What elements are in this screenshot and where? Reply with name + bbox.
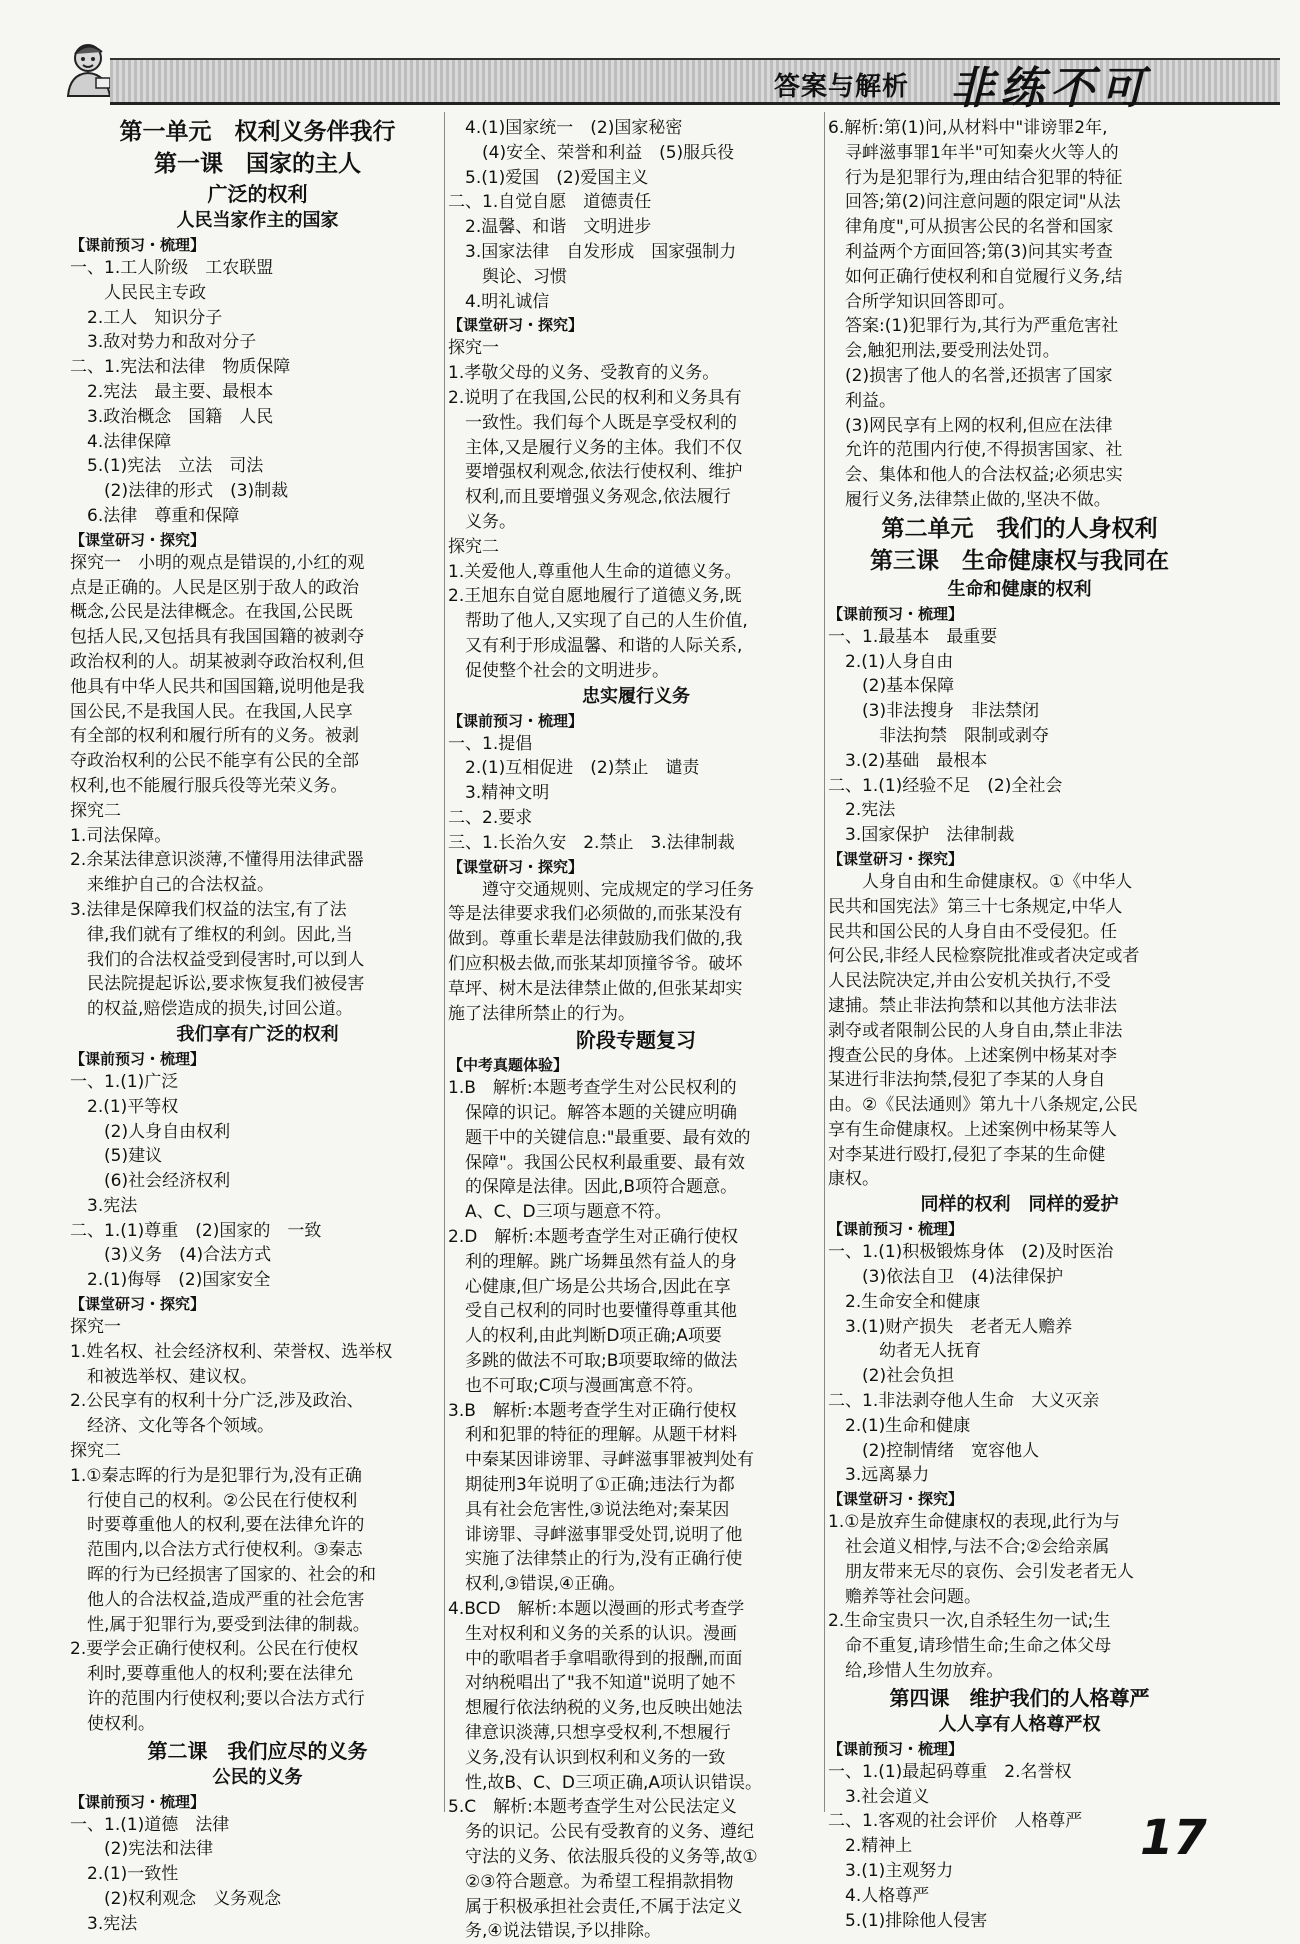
text-line: 3.B 解析:本题考查学生对正确行使权 [448,1400,737,1421]
text-line: 探究二 [70,800,121,821]
text-line: 生对权利和义务的关系的认识。漫画 [448,1623,737,1644]
text-line: 3.法律是保障我们权益的法宝,有了法 [70,899,347,920]
text-line: 义务,没有认识到权利和义务的一致 [448,1747,726,1768]
text-line: 性,故B、C、D三项正确,A项认识错误。 [448,1772,763,1793]
text-line: 人民民主专政 [70,282,206,303]
text-line: 探究二 [70,1441,121,1462]
text-line: 利的理解。跳广场舞虽然有益人的身 [448,1251,737,1272]
text-line: 二、1.(1)尊重 (2)国家的 一致 [70,1220,322,1241]
text-line: 1.孝敬父母的义务、受教育的义务。 [448,363,720,384]
section-tag: 【中考真题体验】 [448,1056,569,1075]
text-line: 3.敌对势力和敌对分子 [70,332,257,353]
section-heading: 生命和健康的权利 [947,578,1092,600]
text-line: (6)社会经济权利 [70,1171,231,1192]
text-line: 3.(2)基础 最根本 [828,750,988,771]
text-line: 二、1.(1)经验不足 (2)全社会 [828,775,1063,796]
text-line: 回答;第(2)问注意问题的限定词"从法 [828,192,1121,213]
section-heading: 我们享有广泛的权利 [176,1023,339,1045]
text-line: 探究一 小明的观点是错误的,小红的观 [70,552,365,573]
text-line: 许的范围内行使权利;要以合法方式行 [70,1689,365,1710]
text-line: (2)权利观念 义务观念 [70,1889,282,1910]
text-line: 一、1.(1)道德 法律 [70,1814,230,1835]
text-line: 他具有中华人民共和国国籍,说明他是我 [70,676,365,697]
text-line: 非法拘禁 限制或剥夺 [828,725,1049,746]
text-line: 人民法院决定,并由公安机关执行,不受 [828,971,1111,992]
text-line: 有全部的权利和履行所有的义务。被剥 [70,726,359,747]
unit-heading: 第三课 生命健康权与我同在 [870,547,1169,574]
text-line: 又有利于形成温馨、和谐的人际关系, [448,635,743,656]
text-line: 1.姓名权、社会经济权利、荣誉权、选举权 [70,1341,393,1362]
text-line: 一、1.(1)最起码尊重 2.名誉权 [828,1761,1072,1782]
text-line: 2.(1)互相促进 (2)禁止 谴责 [448,758,700,779]
text-line: 利时,要尊重他人的权利;要在法律允 [70,1664,354,1685]
text-line: 2.王旭东自觉自愿地履行了道德义务,既 [448,586,742,607]
text-line: 答案:(1)犯罪行为,其行为严重危害社 [828,316,1119,337]
text-line: 和被选举权、建议权。 [70,1366,257,1387]
text-line: 享有生命健康权。上述案例中杨某等人 [828,1119,1117,1140]
text-line: 由。②《民法通则》第九十八条规定,公民 [828,1095,1138,1116]
text-line: 二、1.非法剥夺他人生命 大义灭亲 [828,1391,1100,1412]
text-line: 实施了法律禁止的行为,没有正确行使 [448,1549,743,1570]
text-line: 2.(1)侮辱 (2)国家安全 [70,1270,271,1291]
text-line: 2.温馨、和谐 文明进步 [448,217,652,238]
text-line: 如何正确行使权利和自觉履行义务,结 [828,266,1123,287]
text-line: 3.政治概念 国籍 人民 [70,406,274,427]
answer-column-1 [70,116,445,1937]
text-line: 2.余某法律意识淡薄,不懂得用法律武器 [70,850,364,871]
text-line: 属于积极承担社会责任,不属于法定义 [448,1896,743,1917]
text-line: 1.关爱他人,尊重他人生命的道德义务。 [448,561,742,582]
text-line: 们应积极去做,而张某却顶撞爷爷。破坏 [448,953,743,974]
text-line: 的权益,赔偿造成的损失,讨回公道。 [70,999,353,1020]
text-line: 使权利。 [70,1713,155,1734]
page-number: 17 [1140,1810,1207,1866]
text-line: 探究二 [448,536,499,557]
text-line: 要增强权利观念,依法行使权利、维护 [448,462,743,483]
text-line: 2.宪法 最主要、最根本 [70,381,274,402]
text-line: 3.国家保护 法律制裁 [828,825,1015,846]
lesson-heading: 阶段专题复习 [576,1028,696,1053]
text-line: 会,触犯刑法,要受刑法处罚。 [828,341,1060,362]
section-tag: 【课堂研习・探究】 [70,530,206,549]
text-line: 3.精神文明 [448,783,550,804]
text-line: 命不重复,请珍惜生命;生命之体父母 [828,1636,1112,1657]
section-tag: 【课堂研习・探究】 [828,1490,964,1509]
text-line: 二、1.宪法和法律 物质保障 [70,357,291,378]
answer-column-2 [448,116,824,1944]
text-line: 搜查公民的身体。上述案例中杨某对李 [828,1045,1117,1066]
text-line: 帮助了他人,又实现了自己的人生价值, [448,611,748,632]
section-tag: 【课前预习・梳理】 [70,236,206,254]
text-line: (3)非法搜身 非法禁闭 [828,701,1040,722]
text-line: 朋友带来无尽的哀伤、会引发老者无人 [828,1561,1134,1582]
text-line: 4.BCD 解析:本题以漫画的形式考查学 [448,1599,745,1620]
text-line: 务的识记。公民有受教育的义务、遵纪 [448,1822,754,1843]
text-line: 范围内,以合法方式行使权利。③秦志 [70,1540,363,1561]
text-line: 1.①是放弃生命健康权的表现,此行为与 [828,1512,1120,1533]
text-line: 履行义务,法律禁止做的,坚决不做。 [828,489,1111,510]
section-tag: 【课前预习・梳理】 [828,1739,964,1758]
text-line: 寻衅滋事罪1年半"可知秦火火等人的 [828,142,1119,163]
text-line: 心健康,但广场是公共场合,因此在享 [448,1276,731,1297]
answer-column-3 [828,116,1211,1933]
text-line: 做到。尊重长辈是法律鼓励我们做的,我 [448,929,743,950]
text-line: 中的歌唱者手拿唱歌得到的报酬,而面 [448,1648,743,1669]
text-line: 1.B 解析:本题考查学生对公民权利的 [448,1078,737,1099]
text-line: 律,我们就有了维权的利剑。因此,当 [70,924,353,945]
unit-heading: 第二单元 我们的人身权利 [881,515,1158,542]
text-line: (5)建议 [70,1146,163,1167]
text-line: (2)宪法和法律 [70,1839,214,1860]
text-line: 我们的合法权益受到侵害时,可以到人 [70,949,365,970]
text-line: 草坪、树木是法律禁止做的,但张某却实 [448,978,743,999]
text-line: (2)基本保障 [828,676,955,697]
text-line: 2.D 解析:本题考查学生对正确行使权 [448,1227,739,1248]
text-line: (4)安全、荣誉和利益 (5)服兵役 [448,142,735,163]
text-line: 3.社会道义 [828,1786,930,1807]
text-line: (2)人身自由权利 [70,1121,231,1142]
text-line: 3.(1)财产损失 老者无人赡养 [828,1316,1073,1337]
text-line: (3)义务 (4)合法方式 [70,1245,272,1266]
text-line: 人身自由和生命健康权。①《中华人 [828,871,1133,892]
text-line: 施了法律所禁止的行为。 [448,1003,635,1024]
text-line: 晖的行为已经损害了国家的、社会的和 [70,1565,376,1586]
text-line: 2.宪法 [828,800,896,821]
section-heading: 忠实履行义务 [582,685,690,707]
text-line: 2.精神上 [828,1836,913,1857]
text-line: 想履行依法纳税的义务,也反映出她法 [448,1698,743,1719]
text-line: 务,④说法错误,予以排除。 [448,1921,662,1942]
text-line: 某进行非法拘禁,侵犯了李某的人身自 [828,1070,1106,1091]
text-line: 2.生命宝贵只一次,自杀轻生勿一试;生 [828,1611,1111,1632]
text-line: 权利,而且要增强义务观念,依法履行 [448,487,731,508]
text-line: 多跳的做法不可取;B项要取缔的做法 [448,1351,738,1372]
text-line: 2.(1)平等权 [70,1096,179,1117]
unit-heading: 第一单元 权利义务伴我行 [119,119,396,145]
text-line: 5.(1)爱国 (2)爱国主义 [448,167,649,188]
text-line: 会、集体和他人的合法权益;必须忠实 [828,465,1123,486]
text-line: 经济、文化等各个领域。 [70,1416,274,1437]
lesson-heading: 第二课 我们应尽的义务 [147,1738,368,1763]
section-heading: 人民当家作主的国家 [176,210,339,231]
section-heading: 同样的权利 同样的爱护 [920,1194,1119,1216]
text-line: 2.(1)一致性 [70,1864,179,1885]
text-line: 对李某进行殴打,侵犯了李某的生命健 [828,1144,1106,1165]
text-line: 等是法律要求我们必须做的,而张某没有 [448,904,743,925]
text-line: 探究一 [70,1317,121,1338]
text-line: 1.①秦志晖的行为是犯罪行为,没有正确 [70,1465,362,1486]
text-line: 一致性。我们每个人既是享受权利的 [448,412,737,433]
text-line: 2.工人 知识分子 [70,307,223,328]
text-line: 国公民,不是我国人民。在我国,人民享 [70,701,353,722]
text-line: 民共和国公民的人身自由不受侵犯。任 [828,921,1117,942]
text-line: 三、1.长治久安 2.禁止 3.法律制裁 [448,832,735,853]
text-line: 对纳税唱出了"我不知道"说明了她不 [448,1673,736,1694]
section-tag: 【课堂研习・探究】 [448,316,584,335]
text-line: 点是正确的。人民是区别于敌人的政治 [70,577,359,598]
text-line: 探究一 [448,338,499,359]
text-line: 5.(1)排除他人侵害 [828,1910,988,1931]
section-tag: 【课前预习・梳理】 [828,604,964,623]
text-line: ②③符合题意。为希望工程捐款捐物 [448,1871,734,1892]
text-line: (2)损害了他人的名誉,还损害了国家 [828,365,1113,386]
text-line: 主体,又是履行义务的主体。我们不仅 [448,437,743,458]
text-line: 允许的范围内行使,不得损害国家、社 [828,440,1123,461]
text-line: (2)控制情绪 宽容他人 [828,1440,1040,1461]
text-line: (2)社会负担 [828,1366,955,1387]
text-line: 一、1.提倡 [448,733,533,754]
text-line: 3.(1)主观努力 [828,1861,954,1882]
text-line: (3)依法自卫 (4)法律保护 [828,1267,1064,1288]
text-line: 保障"。我国公民权利最重要、最有效 [448,1152,745,1173]
text-line: 概念,公民是法律概念。在我国,公民既 [70,602,353,623]
text-line: 利益。 [828,390,896,411]
text-line: 一、1.最基本 最重要 [828,626,998,647]
text-line: 的保障是法律。因此,B项符合题意。 [448,1177,738,1198]
section-heading: 人人享有人格尊严权 [938,1713,1101,1735]
section-tag: 【课前预习・梳理】 [828,1220,964,1239]
text-line: 剥夺或者限制公民的人身自由,禁止非法 [828,1020,1123,1041]
text-line: 政治权利的人。胡某被剥夺政治权利,但 [70,651,365,672]
page-header [0,0,1300,114]
text-line: 来维护自己的合法权益。 [70,875,274,896]
text-line: 给,珍惜人生勿放弃。 [828,1661,1004,1682]
unit-heading: 第一课 国家的主人 [154,151,361,177]
column-divider [824,112,825,1812]
text-line: 6.法律 尊重和保障 [70,505,240,526]
text-line: 义务。 [448,511,516,532]
text-line: 律角度",可从损害公民的名誉和国家 [828,217,1114,238]
text-line: 2.说明了在我国,公民的权利和义务具有 [448,387,742,408]
text-line: 1.司法保障。 [70,825,172,846]
text-line: 他人的合法权益,造成严重的社会危害 [70,1589,365,1610]
text-line: 3.远离暴力 [828,1465,930,1486]
text-line: 2.生命安全和健康 [828,1291,981,1312]
text-line: 行使自己的权利。②公民在行使权利 [70,1490,358,1511]
section-tag: 【课前预习・梳理】 [70,1792,206,1811]
text-line: A、C、D三项与题意不符。 [448,1202,672,1223]
text-line: 5.(1)宪法 立法 司法 [70,456,264,477]
header-label: 答案与解析 [774,72,910,102]
text-line: (3)网民享有上网的权利,但应在法律 [828,415,1113,436]
text-line: 利和犯罪的特征的理解。从题干材料 [448,1425,737,1446]
text-line: 2.要学会正确行使权利。公民在行使权 [70,1639,359,1660]
text-line: 二、1.客观的社会评价 人格尊严 [828,1811,1083,1832]
text-line: 权利,③错误,④正确。 [448,1574,626,1595]
text-line: 一、1.(1)积极锻炼身体 (2)及时医治 [828,1242,1114,1263]
text-line: 具有社会危害性,③说法绝对;秦某因 [448,1499,730,1520]
text-line: 4.明礼诚信 [448,291,550,312]
text-line: 夺政治权利的公民不能享有公民的全部 [70,751,359,772]
text-line: 受自己权利的同时也要懂得尊重其他 [448,1301,737,1322]
text-line: 题干中的关键信息:"最重要、最有效的 [448,1127,751,1148]
text-line: 利益两个方面回答;第(3)问其实考查 [828,241,1113,262]
text-line: 诽谤罪、寻衅滋事罪受处罚,说明了他 [448,1524,743,1545]
text-line: 律意识淡薄,只想享受权利,不想履行 [448,1723,731,1744]
text-line: 3.宪法 [70,1913,138,1934]
section-heading: 公民的义务 [212,1766,303,1788]
text-line: 期徒刑3年说明了①正确;违法行为都 [448,1475,735,1496]
text-line: 一、1.(1)广泛 [70,1071,179,1092]
section-tag: 【课堂研习・探究】 [448,857,584,876]
text-line: 社会道义相悖,与法不合;②会给亲属 [828,1537,1110,1558]
text-line: 康权。 [828,1169,879,1190]
text-line: 民法院提起诉讼,要求恢复我们被侵害 [70,974,365,995]
text-line: 4.法律保障 [70,431,172,452]
text-line: 一、1.工人阶级 工农联盟 [70,258,274,278]
section-tag: 【课前预习・梳理】 [448,711,584,730]
text-line: 2.(1)生命和健康 [828,1415,971,1436]
section-tag: 【课前预习・梳理】 [70,1049,206,1068]
text-line: 性,属于犯罪行为,要受到法律的制裁。 [70,1614,370,1635]
text-line: 舆论、习惯 [448,266,567,287]
text-line: 权利,也不能履行服兵役等光荣义务。 [70,775,348,796]
text-line: 4.人格尊严 [828,1885,930,1906]
text-line: 民共和国宪法》第三十七条规定,中华人 [828,896,1123,917]
header-brand: 非练不可 [950,63,1150,114]
lesson-heading: 广泛的权利 [207,182,308,206]
text-line: 合所学知识回答即可。 [828,291,1015,312]
text-line: 3.国家法律 自发形成 国家强制力 [448,241,737,262]
text-line: 幼者无人抚育 [828,1341,981,1362]
text-line: 促使整个社会的文明进步。 [448,660,669,681]
text-line: 守法的义务、依法服兵役的义务等,故① [448,1847,758,1867]
text-line: 何公民,非经人民检察院批准或者决定或者 [828,946,1140,967]
section-tag: 【课堂研习・探究】 [70,1295,206,1314]
text-line: 赡养等社会问题。 [828,1586,981,1607]
text-line: 时要尊重他人的权利,要在法律允许的 [70,1515,365,1536]
text-line: 逮捕。禁止非法拘禁和以其他方法非法 [828,995,1117,1016]
text-line: 遵守交通规则、完成规定的学习任务 [448,879,754,900]
text-line: 5.C 解析:本题考查学生对公民法定义 [448,1797,737,1818]
text-line: 二、1.自觉自愿 道德责任 [448,192,652,213]
lesson-heading: 第四课 维护我们的人格尊严 [889,1685,1150,1710]
text-line: 行为是犯罪行为,理由结合犯罪的特征 [828,167,1123,188]
text-line: 3.宪法 [70,1195,138,1216]
text-line: 2.(1)人身自由 [828,651,954,672]
text-line: 人的权利,由此判断D项正确;A项要 [448,1326,722,1347]
text-line: 6.解析:第(1)问,从材料中"诽谤罪2年, [828,118,1108,138]
text-line: 二、2.要求 [448,807,533,828]
text-line: 中秦某因诽谤罪、寻衅滋事罪被判处有 [448,1450,754,1471]
section-tag: 【课堂研习・探究】 [828,849,964,868]
text-line: 也不可取;C项与漫画寓意不符。 [448,1375,704,1396]
text-line: 保障的识记。解答本题的关键应明确 [448,1103,737,1124]
text-line: 包括人民,又包括具有我国国籍的被剥夺 [70,627,365,648]
text-line: (2)法律的形式 (3)制裁 [70,481,289,502]
text-line: 4.(1)国家统一 (2)国家秘密 [448,118,683,138]
text-line: 2.公民享有的权利十分广泛,涉及政治、 [70,1391,364,1412]
